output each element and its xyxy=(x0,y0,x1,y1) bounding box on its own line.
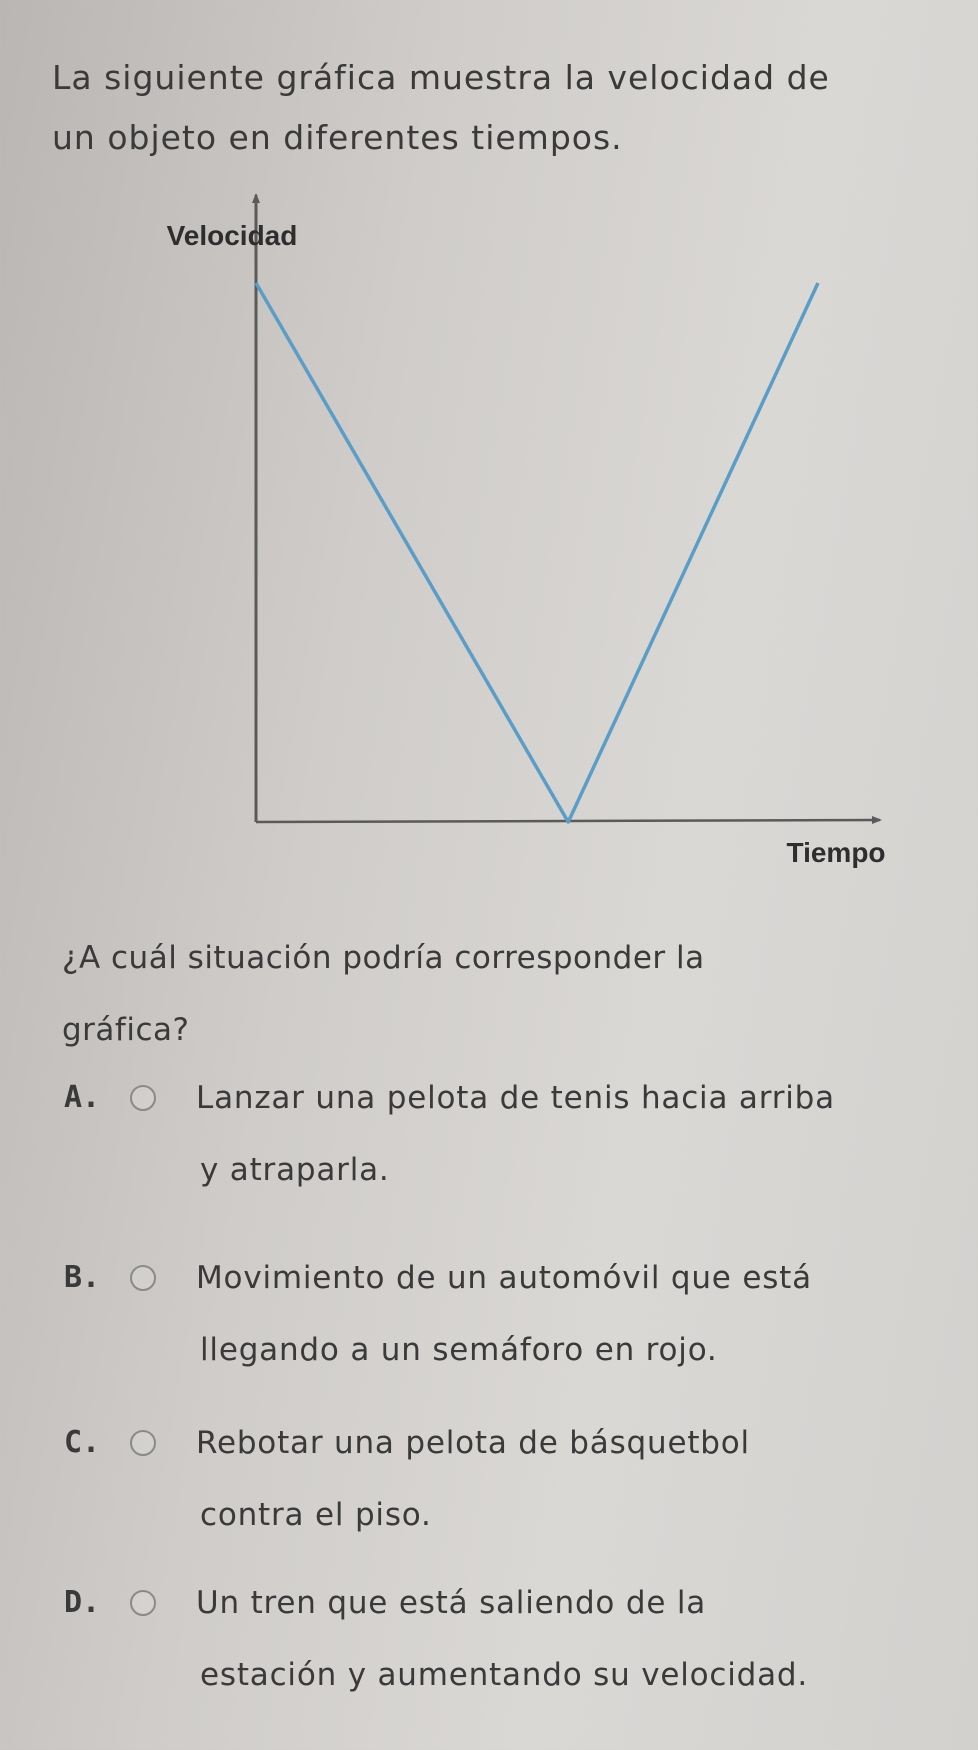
question-line-1: ¿A cuál situación podría corresponder la xyxy=(62,940,705,976)
option-d-line-2: estación y aumentando su velocidad. xyxy=(200,1657,809,1693)
option-c-letter: C. xyxy=(64,1425,101,1460)
option-b-letter: B. xyxy=(64,1260,101,1295)
option-c-line-1: Rebotar una pelota de básquetbol xyxy=(196,1425,750,1461)
y-axis-arrow xyxy=(252,193,260,203)
x-axis-label: Tiempo xyxy=(786,837,886,868)
option-b-text xyxy=(196,1242,978,1386)
intro-line-1: La siguiente gráfica muestra la velocidad de xyxy=(52,58,830,97)
question-text xyxy=(62,922,942,1066)
option-c-text xyxy=(196,1407,978,1551)
option-a-text xyxy=(196,1062,978,1206)
option-b-radio[interactable] xyxy=(130,1265,156,1291)
option-d-line-1: Un tren que está saliendo de la xyxy=(196,1585,707,1621)
option-b-line-2: llegando a un semáforo en rojo. xyxy=(200,1332,718,1368)
option-a-radio[interactable] xyxy=(130,1085,156,1111)
option-d-radio[interactable] xyxy=(130,1590,156,1616)
option-c-line-2: contra el piso. xyxy=(200,1497,432,1533)
intro-line-2: un objeto en diferentes tiempos. xyxy=(52,118,623,157)
option-a-line-1: Lanzar una pelota de tenis hacia arriba xyxy=(196,1080,835,1116)
option-a-line-2: y atraparla. xyxy=(200,1152,390,1188)
y-axis-label: Velocidad xyxy=(166,220,298,251)
x-axis-arrow xyxy=(872,816,882,824)
option-d-letter: D. xyxy=(64,1585,101,1620)
option-c-radio[interactable] xyxy=(130,1430,156,1456)
series-line xyxy=(256,283,818,822)
question-line-2: gráfica? xyxy=(62,1012,190,1048)
option-a-letter: A. xyxy=(64,1080,101,1115)
option-b-line-1: Movimiento de un automóvil que está xyxy=(196,1260,812,1296)
option-d-text xyxy=(196,1567,978,1711)
